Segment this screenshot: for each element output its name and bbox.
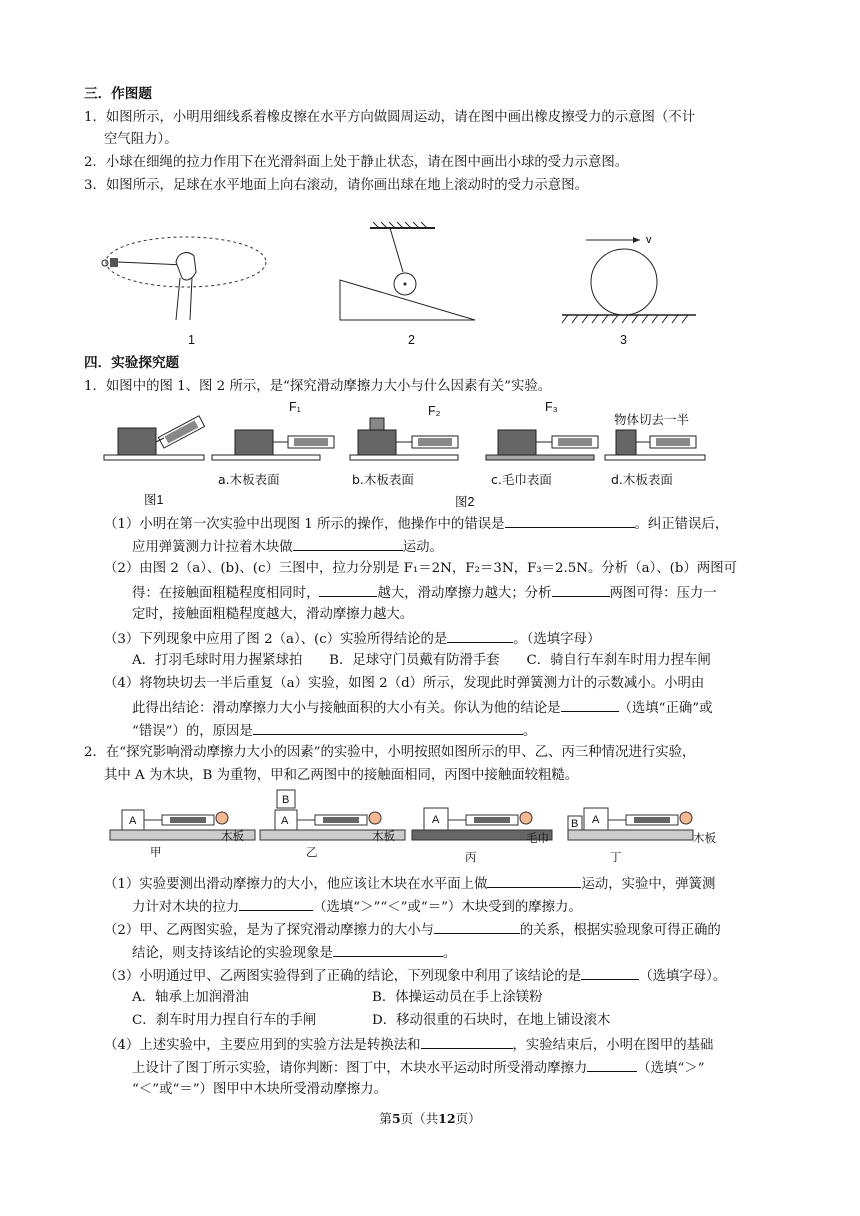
q2-p2-line1: （2）甲、乙两图实验，是为了探究滑动摩擦力的大小与 的关系，根据实验现象可得正确的 [104,919,721,941]
wood-label-ding: 木板 [693,831,716,845]
force-label-f2: F₂ [428,404,441,418]
q2-p1-line2: 力计对木块的拉力 （选填“＞”“＜”或“＝”）木块受到的摩擦力。 [132,896,582,918]
surface-c-label: c.毛巾表面 [491,472,552,487]
s3-q1-line2: 空气阻力）。 [104,132,178,147]
cut-half-label: 物体切去一半 [614,412,690,427]
block-b-yi: B [282,794,290,806]
q1-p2-line1: （2）由图 2（a）、(b)、(c）三图中，拉力分别是 F₁＝2N，F₂＝3N，F₃＝2.5N。分析（a）、(b）两图可 [104,561,738,576]
answer-blank[interactable] [561,697,619,712]
wood-label-yi: 木板 [372,829,395,843]
q1-p4-line2: 此得出结论：滑动摩擦力大小与接触面积的大小有关。你认为他的结论是 （选填“正确”或 [132,697,713,719]
fig-label-3: 3 [620,333,627,347]
surface-b-label: b.木板表面 [352,472,414,487]
surface-d-label: d.木板表面 [611,472,673,487]
section-title-drawing: 三．作图题 [84,86,152,102]
caption-ding: 丁 [610,852,622,864]
fig1-caption: 图1 [144,493,164,507]
q2-p4-line1: （4）上述实验中，主要应用到的实验方法是转换法和 ，实验结束后，小明在图甲的基础 [104,1034,713,1056]
force-label-f3: F₃ [545,400,558,414]
q1-p2-line3: 定时，接触面粗糙程度越大，滑动摩擦力越大。 [132,607,414,622]
fig2-caption: 图2 [455,495,475,509]
answer-blank[interactable] [552,582,610,597]
s3-q3: 3．如图所示，足球在水平地面上向右滚动，请你画出球在地上滚动时的受力示意图。 [84,178,588,193]
fig-label-1: 1 [188,333,195,347]
answer-blank[interactable] [319,582,377,597]
velocity-label: v [646,234,652,246]
block-a-yi: A [281,815,289,827]
q2-p4-line3: “＜”或“＝”）图甲中木块所受滑动摩擦力。 [132,1082,388,1097]
towel-label-bing: 毛巾 [526,831,549,845]
answer-blank[interactable] [505,513,635,528]
answer-blank[interactable] [253,720,523,735]
caption-yi: 乙 [306,847,318,859]
answer-blank[interactable] [447,628,513,643]
q2-p2-line2: 结论，则支持该结论的实验现象是 。 [132,942,456,964]
figure-ball-on-incline [335,222,485,326]
answer-blank[interactable] [587,1057,637,1072]
caption-jia: 甲 [150,847,162,859]
q2-p1-line1: （1）实验要测出滑动摩擦力的大小，他应该让木块在水平面上做 运动，实验中，弹簧测 [104,873,715,895]
fig-label-2: 2 [408,333,415,347]
answer-blank[interactable] [581,965,639,980]
q2-p4-line2: 上设计了图丁所示实验，请你判断：图丁中，木块水平运动时所受滑动摩擦力 （选填“＞” [132,1057,705,1079]
force-label-f1: F₁ [289,400,301,414]
answer-blank[interactable] [434,919,520,934]
figure-eraser-circular-motion [96,222,276,332]
wood-label-jia: 木板 [221,829,244,843]
q1-p1-line1: （1）小明在第一次实验中出现图 1 所示的操作，他操作中的错误是 。纠正错误后， [104,513,728,535]
q1-p1-line2: 应用弹簧测力计拉着木块做 运动。 [132,536,443,558]
q1-p4-line3: “错误”）的，原因是 。 [132,720,536,742]
q2-option-b: B．体操运动员在手上涂镁粉 [372,990,543,1005]
block-a-jia: A [129,815,137,827]
s4-q1-stem: 1．如图中的图 1、图 2 所示，是“探究滑动摩擦力大小与什么因素有关”实验。 [84,379,552,394]
figure-friction-experiments-q2 [100,788,720,854]
q1-p3: （3）下列现象中应用了图 2（a）、(c）实验所得结论的是 。（选填字母） [104,628,600,650]
surface-a-label: a.木板表面 [218,472,280,487]
block-b-ding: B [571,818,579,830]
s4-q2-stem-line2: 其中 A 为木块，B 为重物，甲和乙两图中的接触面相同，丙图中接触面较粗糙。 [104,768,579,783]
q1-p4-line1: （4）将物块切去一半后重复（a）实验，如图 2（d）所示，发现此时弹簧测力计的示数减小。小明由 [104,676,705,691]
answer-blank[interactable] [333,942,443,957]
block-a-bing: A [432,814,440,826]
q2-option-c: C．刹车时用力捏自行车的手闸 [132,1013,317,1028]
block-a-ding: A [592,814,600,826]
page-footer: 第5页（共12页） [379,1111,481,1126]
answer-blank[interactable] [293,536,403,551]
s3-q2: 2．小球在细绳的拉力作用下在光滑斜面上处于静止状态，请在图中画出小球的受力示意图。 [84,155,629,170]
q1-p2-line2: 得：在接触面粗糙程度相同时， 越大，滑动摩擦力越大；分析 两图可得：压力一 [132,582,717,604]
q2-option-a: A．轴承上加润滑油 [132,990,249,1005]
q1-p3-options: A．打羽毛球时用力握紧球拍 B．足球守门员戴有防滑手套 C．骑自行车刹车时用力捏车闸 [132,653,711,668]
answer-blank[interactable] [421,1034,513,1049]
q2-option-d: D．移动很重的石块时，在地上铺设滚木 [372,1013,611,1028]
answer-blank[interactable] [487,873,581,888]
figure-rolling-ball [560,228,700,326]
q2-p3: （3）小明通过甲、乙两图实验得到了正确的结论，下列现象中利用了该结论的是 （选填字母）。 [104,965,726,987]
caption-bing: 丙 [465,852,477,864]
answer-blank[interactable] [239,896,313,911]
section-title-experiment: 四．实验探究题 [84,355,180,371]
s4-q2-stem-line1: 2．在“探究影响滑动摩擦力大小的因素”的实验中，小明按照如图所示的甲、乙、丙三种情况进行实验， [84,745,696,760]
s3-q1-line1: 1．如图所示，小明用细线系着橡皮擦在水平方向做圆周运动，请在图中画出橡皮擦受力的示意图（不计 [84,110,696,125]
